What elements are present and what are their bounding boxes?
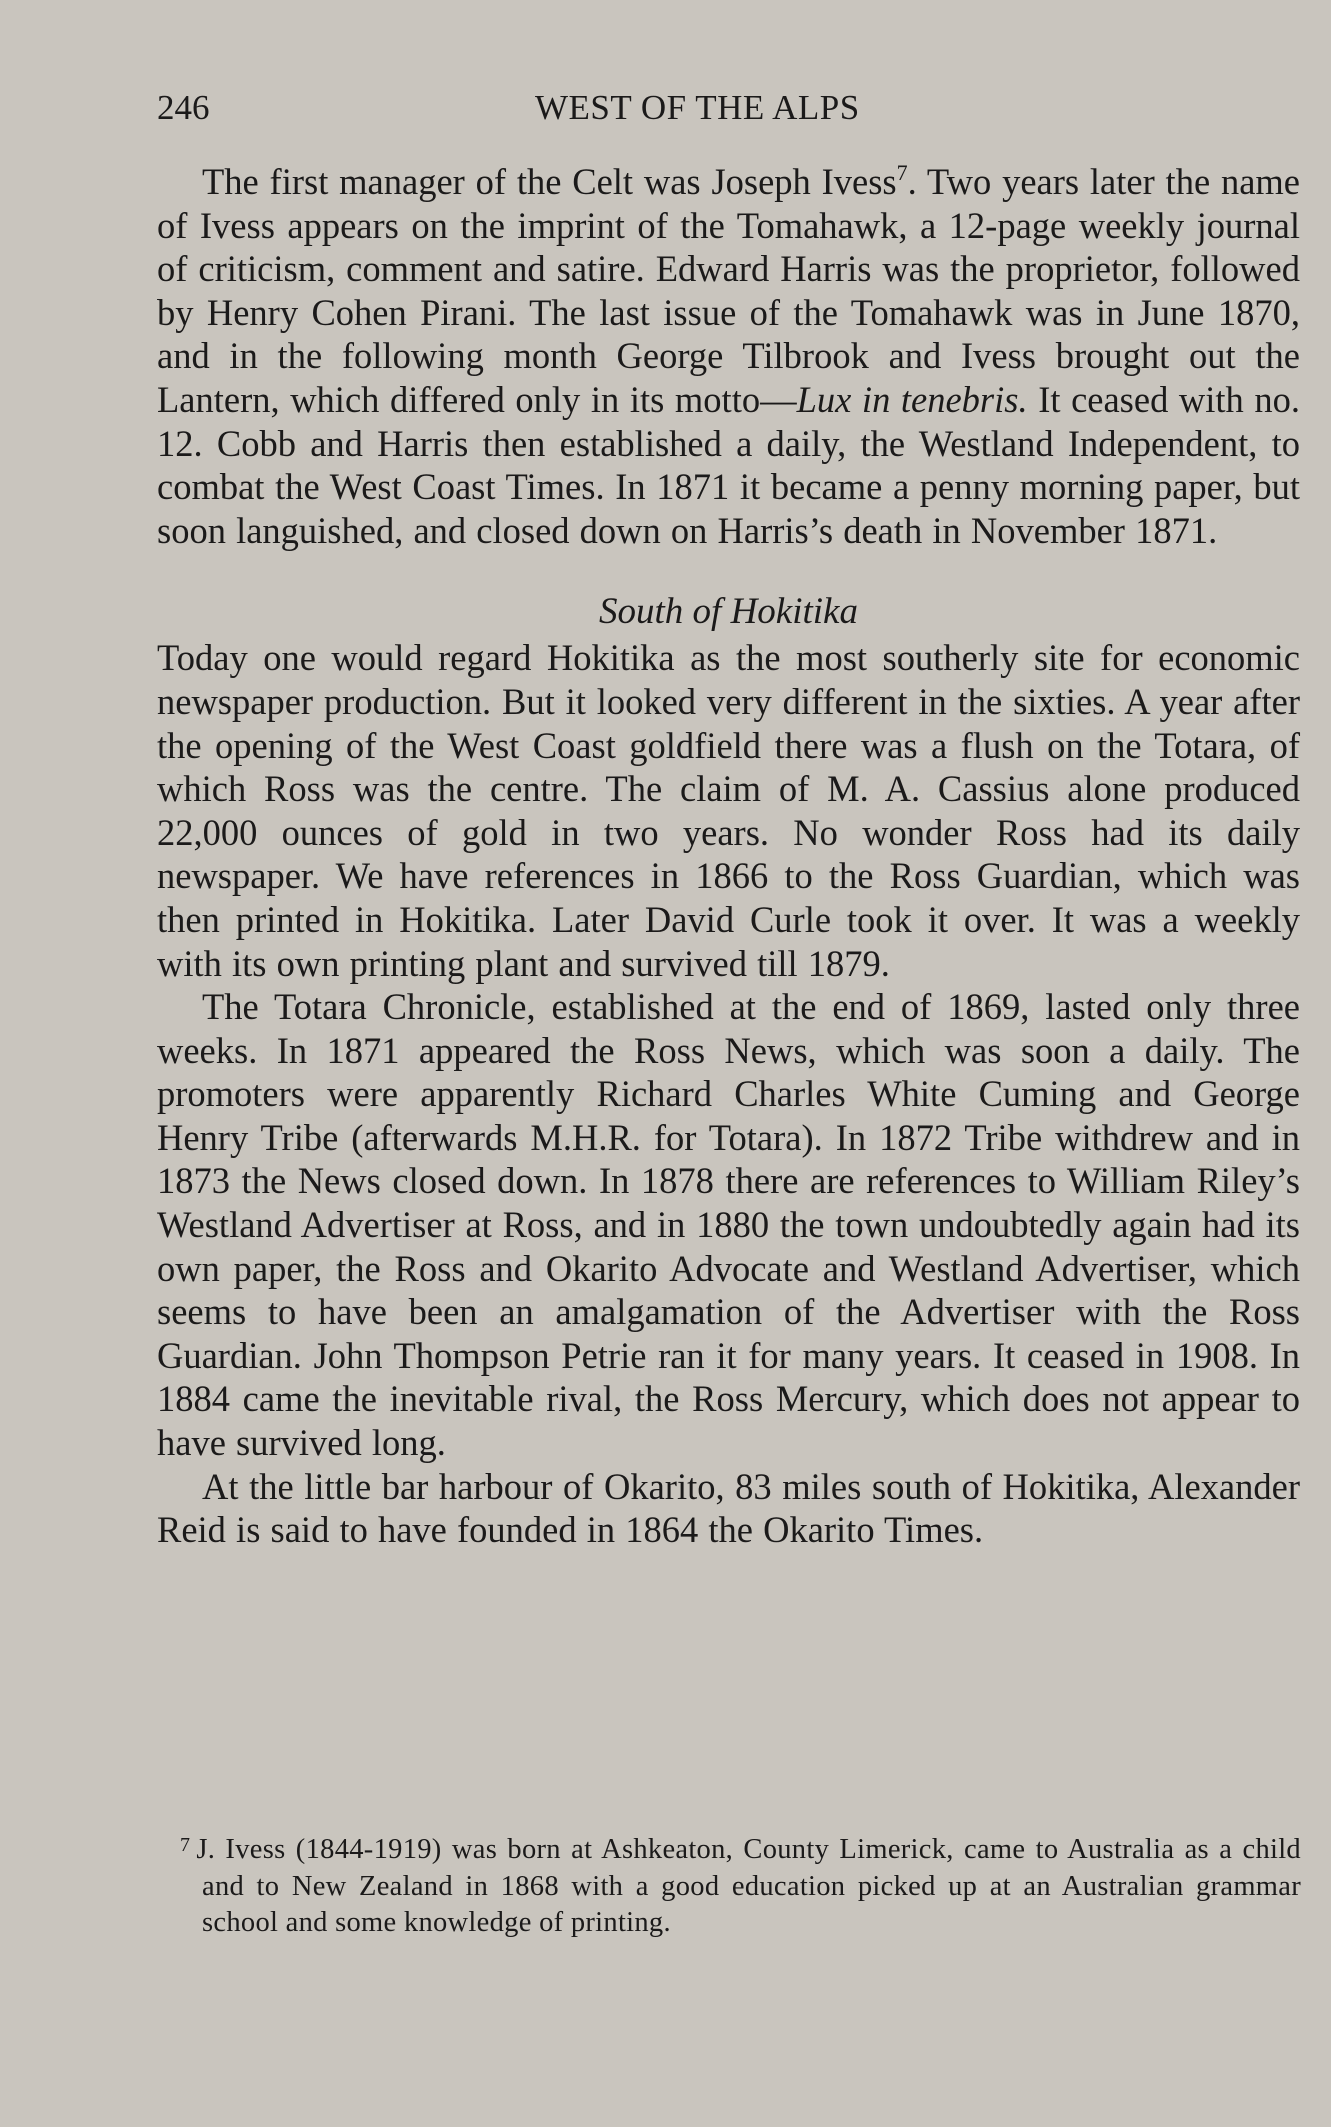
paragraph-1-text-end: It ceased with no. 12. Cobb and Harris then established a daily, the Westland Independent, to combat the West Coast Times. In 1871 it became a penny morning paper, but soon languished, and closed down on Harris’s death in November 1871. [157, 378, 1301, 551]
motto-italic: Lux in tenebris. [796, 378, 1028, 420]
paragraph-1-text: The first manager of the Celt was Joseph Ivess [202, 161, 897, 202]
footnote-text: J. Ivess (1844-1919) was born at Ashkeaton, County Limerick, came to Australia as a child and to New Zealand in 1868 with a good education picked up at an Australian grammar school and some knowledge of printing. [196, 1834, 1301, 1938]
paragraph-1-text-cont: . Two years later the name of Ivess appears on the imprint of the Tomahawk, a 12-page weekly journal of criticism, comment and satire. Edward Harris was the proprietor, followed by Henry Cohen Pirani. The last issue of the Tomahawk was in June 1870, and in the following month George Tilbrook and Ivess brought out the Lantern, which differed only in its motto— [157, 161, 1300, 420]
footnote-7 [180, 1827, 1301, 1942]
running-head: WEST OF THE ALPS [535, 88, 860, 127]
paragraph-3: The Totara Chronicle, established at the end of 1869, lasted only three weeks. In 1871 appeared the Ross News, which was soon a daily. The promoters were apparently Richard Charles White Cuming and George Henry Tribe (afterwards M.H.R. for Totara). In 1872 Tribe withdrew and in 1873 the News closed down. In 1878 there are references to William Riley’s Westland Advertiser at Ross, and in 1880 the town undoubtedly again had its own paper, the Ross and Okarito Advocate and Westland Advertiser, which seems to have been an amalgamation of the Advertiser with the Ross Guardian. John Thompson Petrie ran it for many years. It ceased in 1908. In 1884 came the inevitable rival, the Ross Mercury, which does not appear to have survived long. [157, 986, 1300, 1464]
section-heading: South of Hokitika [599, 591, 858, 633]
paragraph-4: At the little bar harbour of Okarito, 83 miles south of Hokitika, Alexander Reid is said to have founded in 1864 the Okarito Times. [157, 1465, 1300, 1551]
footnotes [180, 1827, 1301, 1942]
paragraph-1 [157, 160, 1300, 552]
page-number: 246 [157, 88, 210, 127]
page-header [157, 88, 1300, 128]
paragraph-2: Today one would regard Hokitika as the most southerly site for economic newspaper production. But it looked very different in the sixties. A year after the opening of the West Coast goldfield there was a flush on the Totara, of which Ross was the centre. The claim of M. A. Cassius alone produced 22,000 ounces of gold in two years. No wonder Ross had its daily newspaper. We have references in 1866 to the Ross Guardian, which was then printed in Hokitika. Later David Curle took it over. It was a weekly with its own printing plant and survived till 1879. [157, 637, 1300, 984]
footnote-marker: 7 [180, 1834, 191, 1856]
main-text [157, 160, 1300, 1552]
footnote-reference: 7 [896, 160, 908, 185]
